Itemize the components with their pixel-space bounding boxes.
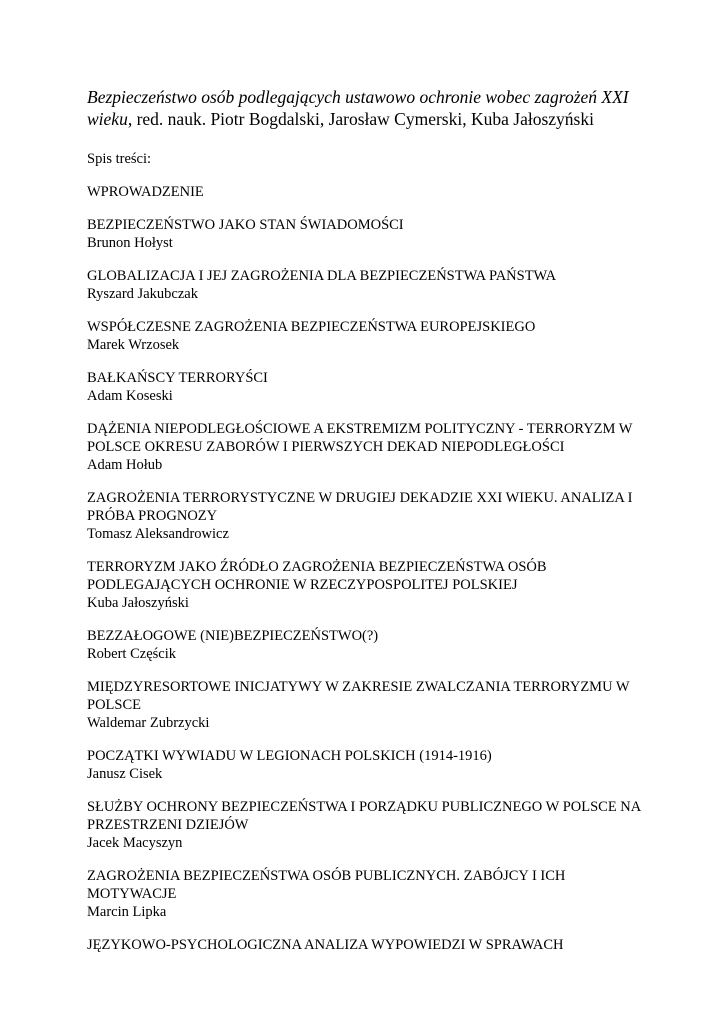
toc-entry-author: Ryszard Jakubczak <box>87 286 198 302</box>
document-page <box>87 86 647 969</box>
toc-entry <box>87 216 647 252</box>
toc-entry-title: POCZĄTKI WYWIADU W LEGIONACH POLSKICH (1914-1916) <box>87 748 492 764</box>
toc-entry <box>87 867 647 921</box>
toc-entry-list <box>87 216 647 954</box>
toc-entry-title: BEZZAŁOGOWE (NIE)BEZPIECZEŃSTWO(?) <box>87 628 379 644</box>
toc-entry <box>87 420 647 474</box>
toc-entry-title: JĘZYKOWO-PSYCHOLOGICZNA ANALIZA WYPOWIEDZI W SPRAWACH <box>87 937 564 953</box>
toc-entry <box>87 489 647 543</box>
toc-entry-author: Marcin Lipka <box>87 904 167 920</box>
toc-intro: WPROWADZENIE <box>87 184 204 200</box>
toc-entry <box>87 318 647 354</box>
toc-entry <box>87 558 647 612</box>
toc-entry-author: Waldemar Zubrzycki <box>87 715 210 731</box>
toc-entry-author: Tomasz Aleksandrowicz <box>87 526 229 542</box>
toc-entry <box>87 936 647 954</box>
toc-entry <box>87 798 647 852</box>
document-title <box>87 86 647 130</box>
toc-entry-author: Brunon Hołyst <box>87 235 173 251</box>
toc-entry-title: BEZPIECZEŃSTWO JAKO STAN ŚWIADOMOŚCI <box>87 217 404 233</box>
toc-entry-title: MIĘDZYRESORTOWE INICJATYWY W ZAKRESIE ZWALCZANIA TERRORYZMU W POLSCE <box>87 679 630 713</box>
toc-entry-title: SŁUŻBY OCHRONY BEZPIECZEŃSTWA I PORZĄDKU PUBLICZNEGO W POLSCE NA PRZESTRZENI DZIEJÓW <box>87 799 641 833</box>
toc-entry-title: ZAGROŻENIA TERRORYSTYCZNE W DRUGIEJ DEKADZIE XXI WIEKU. ANALIZA I PRÓBA PROGNOZY <box>87 490 633 524</box>
toc-entry-title: GLOBALIZACJA I JEJ ZAGROŻENIA DLA BEZPIECZEŃSTWA PAŃSTWA <box>87 268 557 284</box>
toc-heading: Spis treści: <box>87 151 152 167</box>
toc-entry <box>87 747 647 783</box>
toc-entry-title: BAŁKAŃSCY TERRORYŚCI <box>87 370 268 386</box>
toc-entry-author: Janusz Cisek <box>87 766 163 782</box>
toc-entry-author: Jacek Macyszyn <box>87 835 183 851</box>
toc-entry-author: Adam Koseski <box>87 388 173 404</box>
toc-entry-title: WSPÓŁCZESNE ZAGROŻENIA BEZPIECZEŃSTWA EUROPEJSKIEGO <box>87 319 536 335</box>
toc-entry <box>87 627 647 663</box>
document-title-italic: Bezpieczeństwo osób podlegających ustawowo ochronie wobec zagrożeń XXI wieku <box>87 87 629 129</box>
toc-entry <box>87 678 647 732</box>
toc-entry-author: Marek Wrzosek <box>87 337 180 353</box>
toc-entry <box>87 369 647 405</box>
toc-entry-title: ZAGROŻENIA BEZPIECZEŃSTWA OSÓB PUBLICZNYCH. ZABÓJCY I ICH MOTYWACJE <box>87 868 566 902</box>
toc-entry-author: Robert Częścik <box>87 646 176 662</box>
toc-entry-title: DĄŻENIA NIEPODLEGŁOŚCIOWE A EKSTREMIZM POLITYCZNY - TERRORYZM W POLSCE OKRESU ZABORÓW I PIERWSZYCH DEKAD NIEPODLEGŁOŚCI <box>87 421 633 455</box>
toc-entry <box>87 267 647 303</box>
document-title-editors: , red. nauk. Piotr Bogdalski, Jarosław Cymerski, Kuba Jałoszyński <box>127 109 594 129</box>
toc-entry-author: Adam Hołub <box>87 457 163 473</box>
toc-entry-title: TERRORYZM JAKO ŹRÓDŁO ZAGROŻENIA BEZPIECZEŃSTWA OSÓB PODLEGAJĄCYCH OCHRONIE W RZECZYPOSPOLITEJ POLSKIEJ <box>87 559 547 593</box>
toc-entry-author: Kuba Jałoszyński <box>87 595 189 611</box>
